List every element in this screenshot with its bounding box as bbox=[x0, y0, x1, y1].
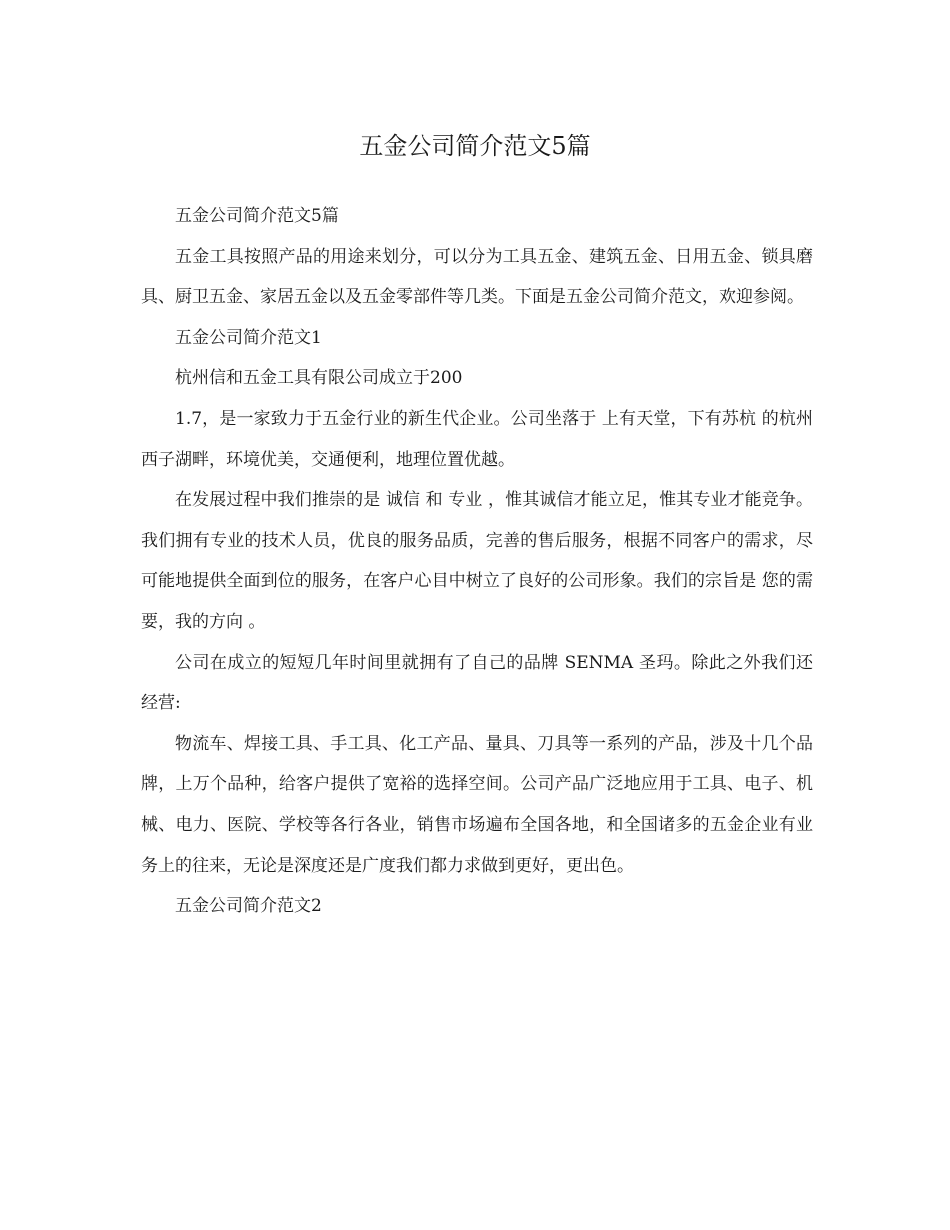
body-paragraph: 公司在成立的短短几年时间里就拥有了自己的品牌 SENMA 圣玛。除此之外我们还经营: bbox=[141, 652, 813, 714]
section-heading-1: 五金公司简介范文1 bbox=[175, 327, 322, 348]
intro-paragraph: 五金工具按照产品的用途来划分，可以分为工具五金、建筑五金、日用五金、锁具磨具、厨卫五金、家居五金以及五金零部件等几类。下面是五金公司简介范文，欢迎参阅。 bbox=[141, 246, 813, 308]
section-heading-2: 五金公司简介范文2 bbox=[175, 896, 322, 917]
document-title: 五金公司简介范文5篇 bbox=[359, 132, 591, 160]
body-paragraph: 物流车、焊接工具、手工具、化工产品、量具、刀具等一系列的产品，涉及十几个品牌，上万个品种，给客户提供了宽裕的选择空间。公司产品广泛地应用于工具、电子、机械、电力、医院、学校等各行各业，销售市场遍布全国各地，和全国诸多的五金企业有业务上的往来，无论是深度还是广度我们都力求做到更好，更出色。 bbox=[141, 733, 813, 876]
body-paragraph: 1.7，是一家致力于五金行业的新生代企业。公司坐落于 上有天堂，下有苏杭 的杭州西子湖畔，环境优美，交通便利，地理位置优越。 bbox=[141, 408, 813, 470]
body-paragraph: 在发展过程中我们推崇的是 诚信 和 专业 ，惟其诚信才能立足，惟其专业才能竞争。我们拥有专业的技术人员，优良的服务品质，完善的售后服务，根据不同客户的需求，尽可能地提供全面到位的服务，在客户心目中树立了良好的公司形象。我们的宗旨是 您的需要，我的方向 。 bbox=[141, 490, 813, 632]
subtitle-paragraph: 五金公司简介范文5篇 bbox=[175, 206, 339, 226]
body-paragraph: 杭州信和五金工具有限公司成立于200 bbox=[175, 368, 463, 389]
document-body bbox=[141, 196, 813, 927]
